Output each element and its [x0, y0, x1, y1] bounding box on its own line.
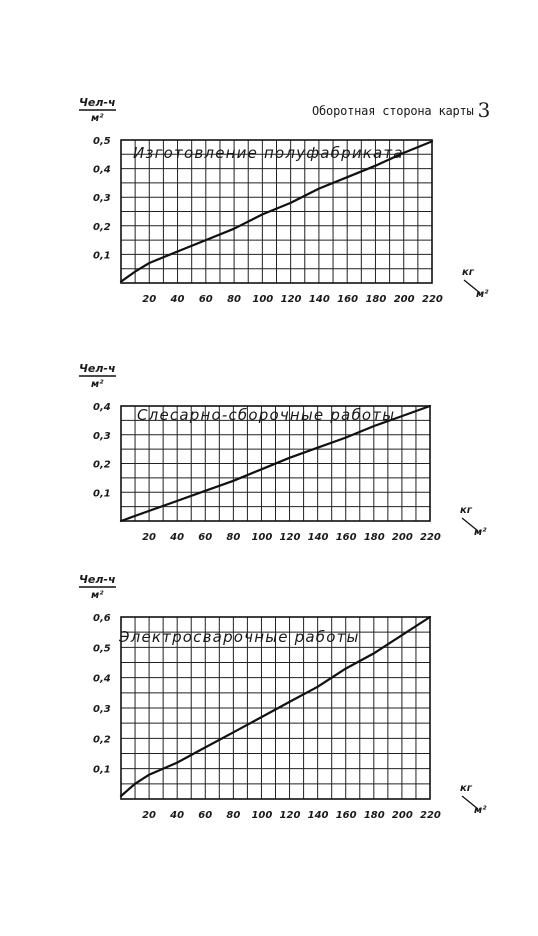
y-tick-label: 0,2	[93, 221, 111, 233]
x-tick-label: 80	[226, 810, 241, 821]
chart-2	[79, 362, 487, 543]
x-tick-label: 160	[337, 294, 359, 305]
chart-title: Электросварочные работы	[119, 628, 360, 646]
header-text: Оборотная сторона карты	[312, 104, 474, 118]
x-axis-label-top: кг	[462, 267, 475, 278]
header-number: 3	[477, 98, 491, 122]
x-axis-label-bottom: м²	[474, 805, 487, 816]
x-axis-label-top: кг	[460, 505, 473, 516]
chart-title: Слесарно-сборочные работы	[137, 406, 396, 424]
x-tick-label: 180	[365, 294, 387, 305]
x-tick-label: 140	[308, 294, 330, 305]
y-tick-label: 0,1	[93, 250, 111, 262]
x-axis-label-bottom: м²	[476, 289, 489, 300]
y-tick-label: 0,1	[93, 764, 111, 776]
y-tick-label: 0,4	[93, 164, 111, 176]
y-axis-label-bottom: м²	[91, 113, 104, 124]
y-axis-label-bottom: м²	[91, 590, 104, 601]
y-tick-label: 0,4	[93, 402, 111, 413]
y-tick-label: 0,3	[93, 430, 111, 442]
chart-title: Изготовление полуфабриката	[133, 144, 404, 162]
x-tick-label: 160	[335, 810, 357, 821]
x-tick-label: 160	[335, 532, 357, 543]
x-tick-label: 60	[198, 294, 213, 305]
x-tick-label: 40	[170, 532, 185, 543]
y-tick-label: 0,6	[93, 613, 111, 624]
x-tick-label: 20	[142, 810, 157, 821]
y-tick-label: 0,5	[93, 643, 111, 655]
x-tick-label: 220	[422, 294, 443, 305]
x-axis-label-bottom: м²	[474, 527, 487, 538]
x-tick-label: 100	[251, 810, 273, 821]
y-tick-label: 0,2	[93, 734, 111, 746]
x-tick-label: 100	[252, 294, 274, 305]
x-tick-label: 20	[142, 532, 157, 543]
x-tick-label: 180	[363, 532, 385, 543]
x-tick-label: 220	[420, 810, 441, 821]
y-tick-label: 0,1	[93, 488, 111, 500]
x-tick-label: 140	[307, 810, 329, 821]
y-axis-label-top: Чел-ч	[79, 573, 116, 586]
y-tick-label: 0,3	[93, 193, 111, 205]
chart-3	[79, 573, 487, 821]
y-tick-label: 0,2	[93, 459, 111, 471]
y-tick-label: 0,4	[93, 673, 111, 685]
x-tick-label: 200	[391, 532, 413, 543]
y-tick-label: 0,5	[93, 136, 111, 147]
x-tick-label: 60	[198, 532, 213, 543]
x-tick-label: 180	[363, 810, 385, 821]
x-tick-label: 40	[170, 294, 185, 305]
x-axis-label-top: кг	[460, 783, 473, 794]
y-axis-label-top: Чел-ч	[79, 96, 116, 109]
x-tick-label: 200	[393, 294, 415, 305]
x-tick-label: 200	[391, 810, 413, 821]
y-axis-label-bottom: м²	[91, 379, 104, 390]
x-tick-label: 40	[170, 810, 185, 821]
x-tick-label: 220	[420, 532, 441, 543]
x-tick-label: 120	[279, 810, 301, 821]
y-tick-label: 0,3	[93, 704, 111, 715]
chart-1	[79, 96, 489, 305]
x-tick-label: 80	[226, 532, 241, 543]
x-tick-label: 120	[280, 294, 302, 305]
x-tick-label: 140	[307, 532, 329, 543]
y-axis-label-top: Чел-ч	[79, 362, 116, 375]
x-tick-label: 80	[227, 294, 242, 305]
x-tick-label: 120	[279, 532, 301, 543]
x-tick-label: 20	[142, 294, 157, 305]
x-tick-label: 60	[198, 810, 213, 821]
x-tick-label: 100	[251, 532, 273, 543]
